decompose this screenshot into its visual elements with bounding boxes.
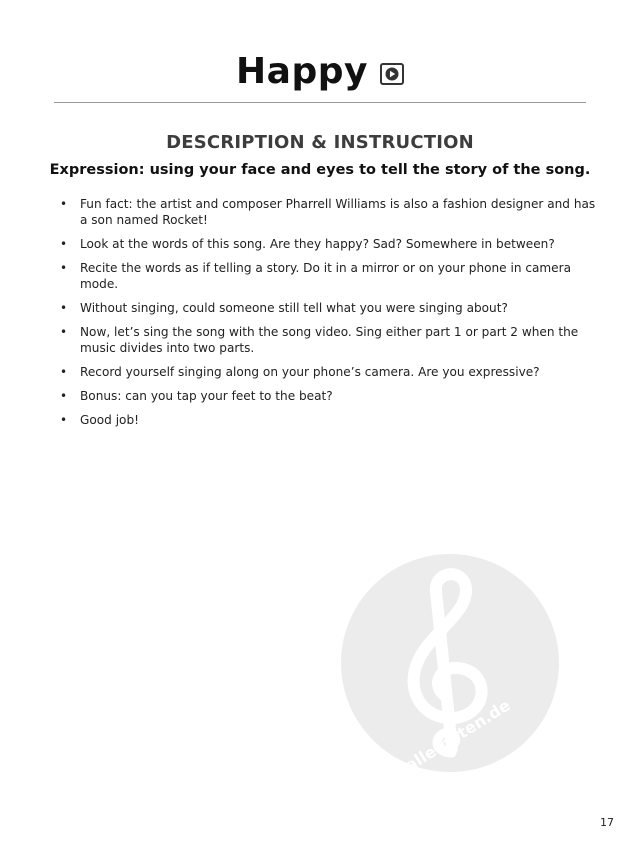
list-item-text: Without singing, could someone still tell what you were singing about?	[80, 301, 508, 315]
subheading: Expression: using your face and eyes to tell the story of the song.	[49, 162, 591, 178]
bullet-icon: •	[60, 197, 68, 211]
page-title: Happy	[236, 51, 368, 92]
bullet-icon: •	[60, 413, 68, 427]
list-item-text: Recite the words as if telling a story. Do it in a mirror or on your phone in camera mode.	[80, 261, 571, 291]
bullet-icon: •	[60, 301, 68, 315]
bullet-icon: •	[60, 365, 68, 379]
instruction-list	[60, 196, 600, 436]
list-item-text: Record yourself singing along on your phone’s camera. Are you expressive?	[80, 365, 540, 379]
list-item	[60, 236, 600, 252]
list-item	[60, 324, 600, 356]
treble-clef-icon	[340, 553, 560, 773]
list-item-text: Fun fact: the artist and composer Pharrell Williams is also a fashion designer and has a son named Rocket!	[80, 197, 596, 227]
list-item	[60, 196, 600, 228]
bullet-icon: •	[60, 237, 68, 251]
title-divider	[54, 102, 586, 103]
bullet-icon: •	[60, 261, 68, 275]
list-item-text: Now, let’s sing the song with the song video. Sing either part 1 or part 2 when the music divides into two parts.	[80, 325, 579, 355]
bullet-icon: •	[60, 389, 68, 403]
list-item	[60, 388, 600, 404]
list-item	[60, 260, 600, 292]
watermark-text: alle-noten.de	[401, 695, 514, 773]
list-item	[60, 300, 600, 316]
play-video-icon[interactable]	[380, 63, 404, 85]
list-item-text: Look at the words of this song. Are they happy? Sad? Somewhere in between?	[80, 237, 555, 251]
page-number: 17	[600, 816, 614, 829]
list-item	[60, 412, 600, 428]
list-item	[60, 364, 600, 380]
list-item-text: Good job!	[80, 413, 139, 427]
watermark	[340, 553, 560, 773]
bullet-icon: •	[60, 325, 68, 339]
title-row	[0, 51, 640, 92]
section-heading: DESCRIPTION & INSTRUCTION	[166, 132, 474, 153]
list-item-text: Bonus: can you tap your feet to the beat?	[80, 389, 333, 403]
